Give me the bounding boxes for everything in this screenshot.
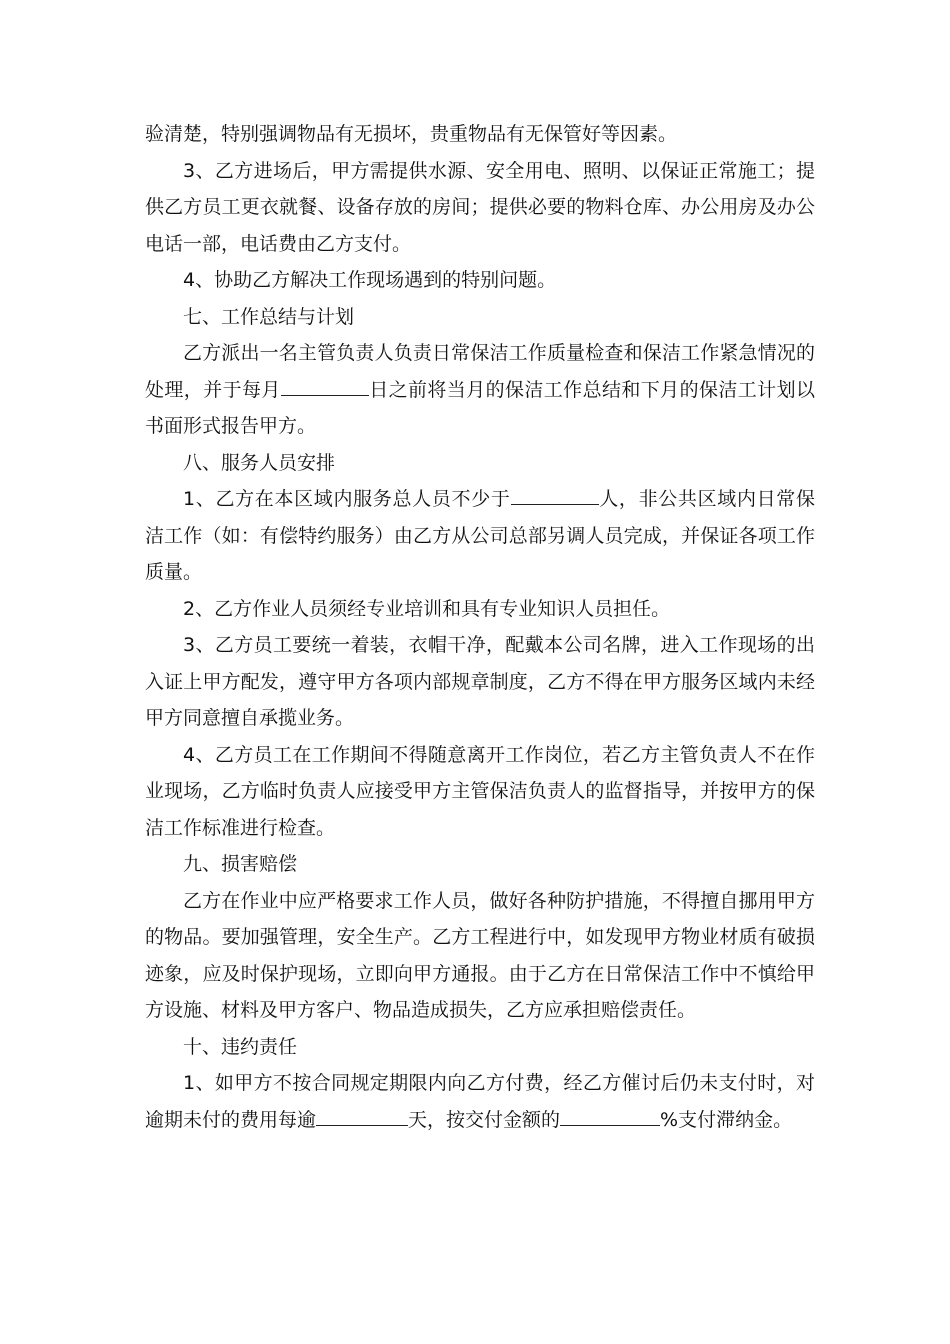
section-heading-9 (145, 846, 815, 883)
paragraph-text: 乙方派出一名主管负责人负责日常保洁工作质量检查和保洁工作紧急情况的处理，并于每月 (145, 342, 815, 401)
heading-text: 七、工作总结与计划 (183, 305, 355, 328)
paragraph-text: 4、协助乙方解决工作现场遇到的特别问题。 (183, 269, 557, 291)
paragraph-damage-compensation (145, 883, 815, 1029)
paragraph-work-summary (145, 335, 815, 445)
paragraph-text: %支付滞纳金。 (660, 1108, 793, 1131)
heading-text: 八、服务人员安排 (183, 451, 336, 474)
paragraph-staff-2 (145, 591, 815, 628)
section-heading-7 (145, 299, 815, 336)
fill-in-blank[interactable] (281, 394, 369, 396)
paragraph-breach-1 (145, 1065, 815, 1138)
paragraph-text: 验清楚，特别强调物品有无损坏，贵重物品有无保管好等因素。 (145, 123, 678, 145)
paragraph-text: 3、乙方进场后，甲方需提供水源、安全用电、照明、以保证正常施工；提供乙方员工更衣就餐、设备存放的房间；提供必要的物料仓库、办公用房及办公电话一部，电话费由乙方支付。 (145, 159, 815, 255)
fill-in-blank[interactable] (316, 1124, 408, 1126)
section-heading-8 (145, 445, 815, 482)
paragraph-text: 天，按交付金额的 (408, 1108, 561, 1131)
paragraph-text: 日之前将当月的保洁工作总结和下月的保洁工计划以书面形式报告甲方。 (145, 378, 815, 437)
paragraph-text: 2、乙方作业人员须经专业培训和具有专业知识人员担任。 (183, 597, 671, 620)
section-heading-10 (145, 1029, 815, 1066)
paragraph-text: 乙方在作业中应严格要求工作人员，做好各种防护措施，不得擅自挪用甲方的物品。要加强管理，安全生产。乙方工程进行中，如发现甲方物业材质有破损迹象，应及时保护现场，立即向甲方通报。由于乙方在日常保洁工作中不慎给甲方设施、材料及甲方客户、物品造成损失，乙方应承担赔偿责任。 (145, 889, 815, 1021)
heading-text: 九、损害赔偿 (183, 853, 298, 875)
paragraph-clause-3 (145, 153, 815, 263)
paragraph-text: 1、乙方在本区域内服务总人员不少于 (183, 488, 511, 510)
paragraph-staff-1 (145, 481, 815, 591)
heading-text: 十、违约责任 (183, 1035, 298, 1058)
paragraph-text: 1、如甲方不按合同规定期限内向乙方付费，经乙方催讨后仍未支付时，对逾期未付的费用每逾 (145, 1072, 815, 1131)
paragraph-text: 人，非公共区域内日常保洁工作（如：有偿特约服务）由乙方从公司总部另调人员完成，并保证各项工作质量。 (145, 488, 815, 583)
document-body (145, 116, 815, 1138)
paragraph-clause-4 (145, 262, 815, 299)
fill-in-blank[interactable] (560, 1124, 660, 1126)
paragraph-staff-4 (145, 737, 815, 847)
paragraph-text: 3、乙方员工要统一着装，衣帽干净，配戴本公司名牌，进入工作现场的出入证上甲方配发，遵守甲方各项内部规章制度，乙方不得在甲方服务区域内未经甲方同意擅自承揽业务。 (145, 634, 815, 729)
paragraph-text: 4、乙方员工在工作期间不得随意离开工作岗位，若乙方主管负责人不在作业现场，乙方临时负责人应接受甲方主管保洁负责人的监督指导，并按甲方的保洁工作标准进行检查。 (145, 743, 815, 839)
fill-in-blank[interactable] (511, 503, 599, 505)
paragraph-continued (145, 116, 815, 153)
paragraph-staff-3 (145, 627, 815, 737)
